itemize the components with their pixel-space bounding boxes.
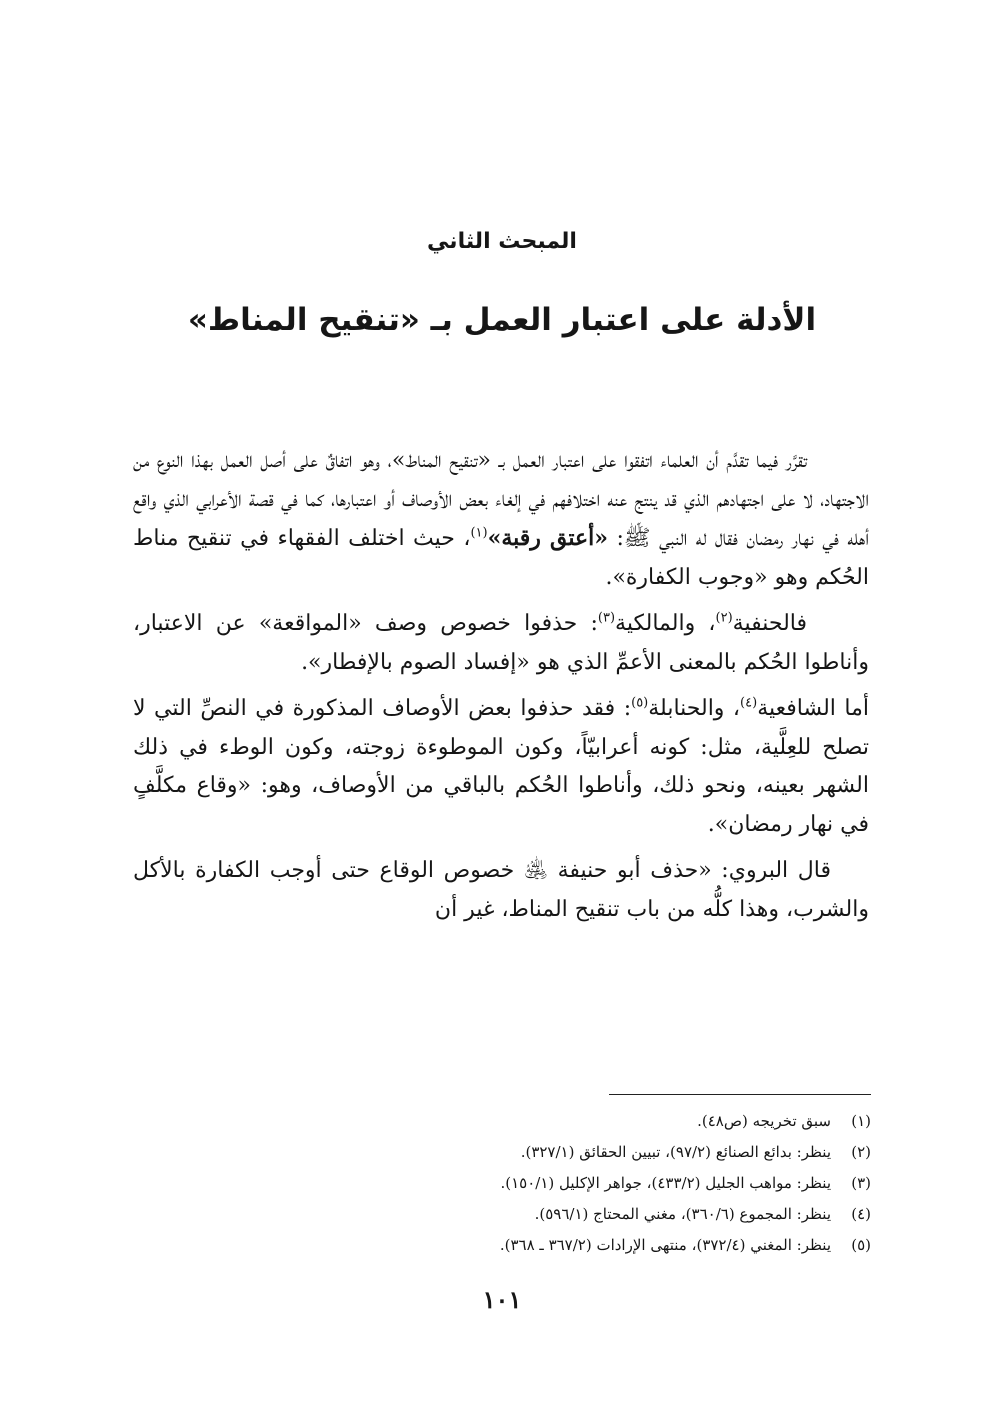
paragraph-4: قال البروي: «حذف أبو حنيفة ﵁ خصوص الوقاع حتى أوجب الكفارة بالأكل والشرب، وهذا كلُّه من باب تنقيح المناط، غير أن — [133, 858, 869, 922]
paragraph-3-text-c: : فقد حذفوا بعض الأوصاف المذكورة في النصِّ التي لا تصلح للعِلَّية، مثل: كونه أعرابيّاً، وكون الموطوءة زوجته، وكون الوطء في ذلك الشهر بعينه، ونحو ذلك، وأناطوا الحُكم بالباقي من الأوصاف، وهو: «وقاع مكلَّفٍ في نهار رمضان». — [133, 696, 869, 837]
footnote-text: ينظر: مواهب الجليل (٤٣٣/٢)، جواهر الإكليل (١٥٠/١). — [500, 1174, 831, 1192]
body-text — [133, 442, 869, 937]
footnote-item — [135, 1137, 871, 1168]
footnote-text: سبق تخريجه (ص٤٨). — [697, 1112, 831, 1130]
paragraph-2-text-b: ، والمالكية — [615, 611, 716, 636]
footnote-item — [135, 1106, 871, 1137]
footnotes-list — [135, 1106, 871, 1261]
footnote-item — [135, 1230, 871, 1261]
footnote-ref-4: (٤) — [740, 695, 758, 711]
paragraph-3 — [133, 690, 869, 844]
footnote-text: ينظر: المغني (٣٧٢/٤)، منتهى الإرادات (٣٦٧/٢ ـ ٣٦٨). — [499, 1236, 831, 1254]
paragraph-2-text-c: : حذفوا خصوص وصف «المواقعة» عن الاعتبار، وأناطوا الحُكم بالمعنى الأعمِّ الذي هو «إفساد الصوم بالإفطار». — [133, 611, 869, 675]
footnote-text: ينظر: المجموع (٣٦٠/٦)، مغني المحتاج (٥٩٦/١). — [534, 1205, 831, 1223]
footnote-number: (١) — [851, 1112, 871, 1130]
paragraph-2 — [133, 605, 869, 682]
footnote-ref-5: (٥) — [631, 695, 649, 711]
footnote-ref-3: (٣) — [597, 610, 616, 626]
footnote-number: (٢) — [851, 1143, 871, 1161]
footnote-divider — [609, 1094, 871, 1095]
footnote-item — [135, 1168, 871, 1199]
chapter-title: الأدلة على اعتبار العمل بـ «تنقيح المناط» — [187, 302, 817, 338]
chapter-label: المبحث الثاني — [427, 229, 577, 254]
footnote-item — [135, 1199, 871, 1230]
footnote-number: (٣) — [851, 1174, 871, 1192]
footnote-ref-1: (١) — [470, 525, 488, 541]
paragraph-1 — [133, 442, 869, 597]
paragraph-1-text-a: تقرَّر فيما تقدَّم أن العلماء اتفقوا على اعتبار العمل بـ «تنقيح المناط»، وهو اتفاقٌ على أصل العمل بهذا النوع من الاجتهاد، لا على اجتهادهم الذي قد ينتج عنه اختلافهم في إلغاء بعض الأوصاف أو اعتبارها، كما في قصة الأعرابي الذي واقع أهله في نهار رمضان فقال له النبي ﷺ: — [133, 448, 869, 551]
paragraph-1-text-b: ، حيث اختلف الفقهاء في تنقيح مناط الحُكم وهو «وجوب الكفارة». — [133, 526, 869, 590]
paragraph-2-text-a: فالحنفية — [732, 611, 807, 636]
footnote-number: (٤) — [851, 1205, 871, 1223]
hadith-quote: «أعتق رقبة» — [487, 525, 609, 551]
page-number: ١٠١ — [482, 1285, 522, 1314]
footnote-ref-2: (٢) — [715, 610, 733, 626]
footnote-text: ينظر: بدائع الصنائع (٩٧/٢)، تبيين الحقائق (٣٢٧/١). — [520, 1143, 831, 1161]
paragraph-3-text-b: ، والحنابلة — [648, 696, 741, 721]
footnote-number: (٥) — [851, 1236, 871, 1254]
paragraph-3-text-a: أما الشافعية — [757, 696, 869, 721]
